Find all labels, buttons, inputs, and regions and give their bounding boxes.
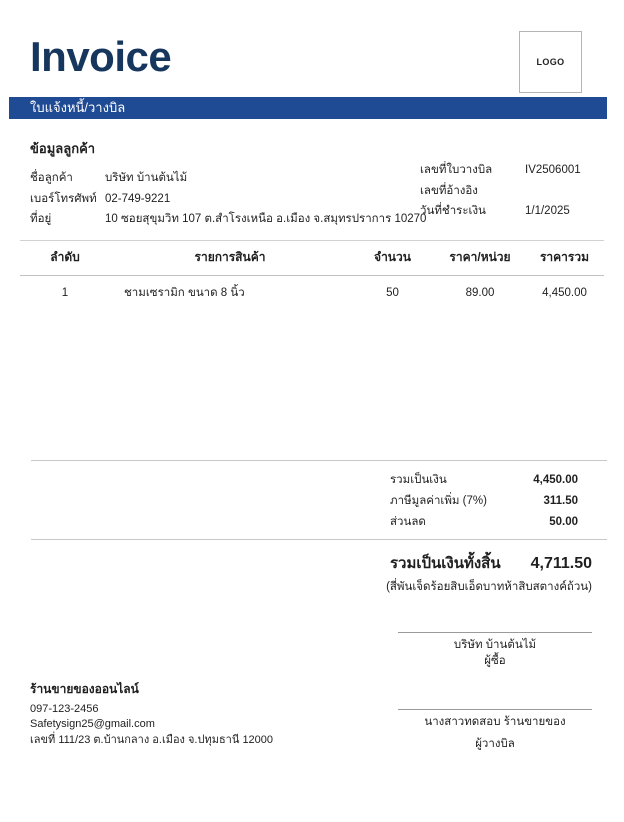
- invoice-number-row: [420, 160, 610, 181]
- amount-in-words: (สี่พันเจ็ดร้อยสิบเอ็ดบาทห้าสิบสตางค์ถ้วน): [386, 581, 592, 593]
- invoice-number-label: เลขที่ใบวางบิล: [420, 164, 493, 176]
- discount-row: [31, 512, 607, 533]
- due-date-value: 1/1/2025: [525, 205, 570, 217]
- invoice-number-value: IV2506001: [525, 164, 581, 176]
- page-title: Invoice: [30, 33, 172, 80]
- totals-section: [31, 460, 607, 596]
- seller-phone: 097-123-2456: [30, 702, 99, 715]
- subtotal-value: 4,450.00: [533, 474, 578, 486]
- seller-address: เลขที่ 111/23 ต.บ้านกลาง อ.เมือง จ.ปทุมธานี 12000: [30, 733, 274, 746]
- subtotal-row: [31, 470, 607, 491]
- due-date-label: วันที่ชำระเงิน: [420, 205, 486, 217]
- column-header-qty: จำนวน: [350, 241, 435, 276]
- customer-address-label: ที่อยู่: [30, 213, 52, 225]
- grand-total-value: 4,711.50: [530, 555, 592, 572]
- item-amount: 4,450.00: [542, 287, 587, 299]
- document-type-label: ใบแจ้งหนี้/วางบิล: [30, 100, 126, 115]
- issuer-signature-block: [398, 709, 592, 752]
- logo-text: LOGO: [536, 57, 565, 67]
- item-unit-price: 89.00: [465, 287, 495, 299]
- vat-label: ภาษีมูลค่าเพิ่ม (7%): [390, 495, 487, 507]
- customer-phone-value: 02-749-9221: [105, 192, 171, 205]
- customer-name-label: ชื่อลูกค้า: [30, 172, 73, 184]
- buyer-signature-name: บริษัท บ้านต้นไม้: [453, 639, 537, 651]
- customer-phone-label: เบอร์โทรศัพท์: [30, 192, 97, 205]
- issuer-signature-role: ผู้วางบิล: [475, 738, 515, 750]
- customer-name-row: [30, 168, 395, 189]
- discount-label: ส่วนลด: [390, 516, 426, 528]
- vat-row: [31, 491, 607, 512]
- column-header-no: ลำดับ: [20, 241, 110, 276]
- logo-placeholder: [519, 31, 582, 93]
- reference-number-label: เลขที่อ้างอิง: [420, 184, 478, 197]
- table-row: [20, 276, 604, 309]
- column-header-unit-price: ราคา/หน่วย: [435, 241, 525, 276]
- subtotal-label: รวมเป็นเงิน: [390, 474, 447, 486]
- items-table: [20, 240, 604, 308]
- document-type-banner: [9, 97, 607, 119]
- column-header-description: รายการสินค้า: [110, 241, 350, 276]
- item-description: ชามเซรามิก ขนาด 8 นิ้ว: [124, 287, 245, 299]
- due-date-row: [420, 201, 610, 222]
- buyer-signature-line: [398, 632, 592, 633]
- issuer-signature-line: [398, 709, 592, 710]
- customer-info-section: [30, 138, 427, 230]
- item-no: 1: [61, 287, 69, 299]
- seller-name: ร้านขายของออนไลน์: [30, 682, 139, 696]
- customer-address-row: [30, 209, 427, 230]
- grand-total-label: รวมเป็นเงินทั้งสิ้น: [390, 555, 501, 572]
- column-header-amount: ราคารวม: [525, 241, 604, 276]
- vat-value: 311.50: [543, 495, 578, 507]
- invoice-meta-section: [420, 160, 610, 222]
- items-table-header: [20, 241, 604, 276]
- customer-phone-row: [30, 189, 395, 210]
- buyer-signature-block: [398, 632, 592, 669]
- discount-value: 50.00: [549, 516, 578, 528]
- seller-email: Safetysign25@gmail.com: [30, 718, 155, 730]
- customer-address-value: 10 ซอยสุขุมวิท 107 ต.สำโรงเหนือ อ.เมือง จ.สมุทรปราการ 10270: [105, 213, 427, 225]
- reference-number-row: [420, 181, 610, 202]
- seller-info: [30, 682, 273, 748]
- item-qty: 50: [386, 287, 399, 299]
- customer-section-title: ข้อมูลลูกค้า: [30, 141, 96, 156]
- issuer-signature-name: นางสาวทดสอบ ร้านขายของ: [424, 716, 566, 728]
- reference-number-value: [525, 181, 610, 202]
- buyer-signature-role: ผู้ซื้อ: [484, 655, 506, 667]
- grand-total-row: [31, 540, 607, 575]
- customer-name-value: บริษัท บ้านต้นไม้: [105, 172, 188, 184]
